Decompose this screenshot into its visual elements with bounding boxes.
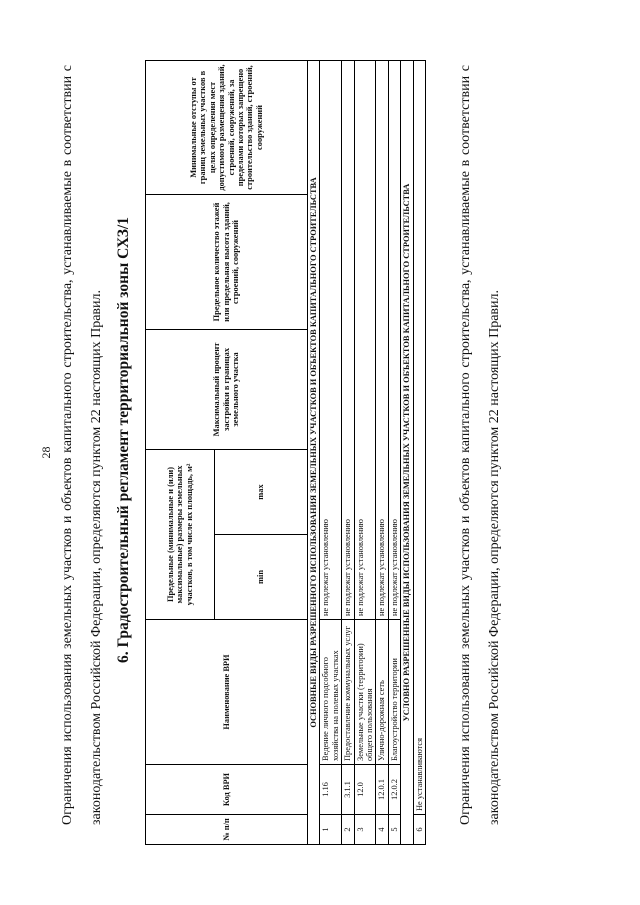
section-main-uses: ОСНОВНЫЕ ВИДЫ РАЗРЕШЕННОГО ИСПОЛЬЗОВАНИЯ ЗЕМЕЛЬНЫХ УЧАСТКОВ И ОБЪЕКТОВ КАПИТАЛЬНОГО СТРОИТЕЛЬСТВА [308, 61, 320, 845]
header-sizes: Предельные (минимальные и (или) максимальные) размеры земельных участков, в том числе их площадь, м² [146, 450, 215, 620]
section-heading: 6. Градостроительный регламент территориальной зоны СХЗ/1 [115, 217, 132, 663]
table-row: 6 Не устанавливаются [413, 61, 425, 845]
header-floors: Предельное количество этажей или предельная высота зданий, строений, сооружений [146, 195, 308, 330]
restrictions-paragraph-top: Ограничения использования земельных участков и объектов капитального строительства, устанавливаемые в соответствии с законодательством Российской Федерации, определяются пунктом 22 настоящих Правил. [60, 65, 104, 825]
header-min: min [215, 535, 308, 620]
table-row: 1 1.16 Ведение личного подсобного хозяйства на полевых участках не подлежат установлению [320, 61, 342, 845]
table-row: 5 12.0.2 Благоустройство территории не подлежат установлению [388, 61, 400, 845]
table-row: 3 12.0 Земельные участки (территории) общего пользования не подлежат установлению [354, 61, 376, 845]
section-conditional-uses: УСЛОВНО РАЗРЕШЕННЫЕ ВИДЫ ИСПОЛЬЗОВАНИЯ ЗЕМЕЛЬНЫХ УЧАСТКОВ И ОБЪЕКТОВ КАПИТАЛЬНОГО СТРОИТЕЛЬСТВА [401, 61, 413, 845]
header-max: max [215, 450, 308, 535]
header-num: № п/п [146, 815, 308, 845]
header-name: Наименование ВРИ [146, 620, 308, 765]
header-setbacks: Минимальные отступы от границ земельных участков в целях определения мест допустимого размещения зданий, строений, сооружений, за пределами которых запрещено строительство зданий, строений, сооружений [146, 61, 308, 195]
header-percent: Максимальный процент застройки в границах земельного участка [146, 330, 308, 450]
regulation-table [145, 60, 426, 845]
restrictions-paragraph-bottom: Ограничения использования земельных участков и объектов капитального строительства, устанавливаемые в соответствии с законодательством Российской Федерации, определяются пунктом 22 настоящих Правил. [458, 65, 502, 825]
header-code: Код ВРИ [146, 765, 308, 815]
page-number: 28 [39, 446, 53, 459]
table-row: 2 3.1.1 Предоставление коммунальных услуг не подлежат установлению [342, 61, 354, 845]
table-row: 4 12.0.1 Улично-дорожная сеть не подлежат установлению [376, 61, 388, 845]
